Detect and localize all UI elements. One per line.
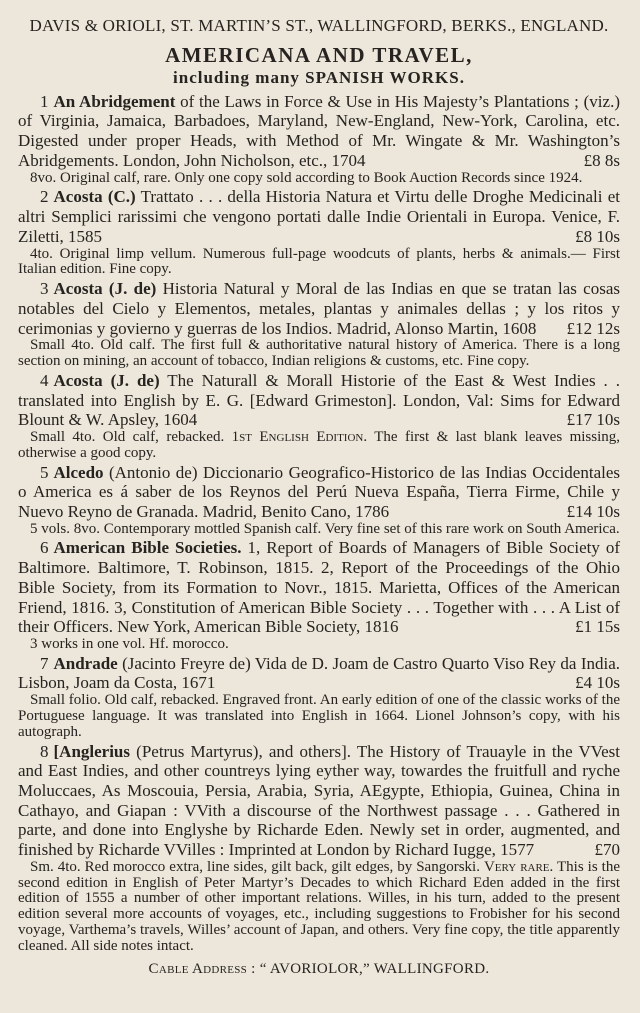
entry-note: Small 4to. Old calf. The first full & authoritative natural history of America. There is a long section on mining, an account of tobacco, Indian religions & customs, etc. Fine copy. (18, 337, 620, 369)
entry-description: Historia Natural y Moral de las Indias en que se tratan las cosas notables del Cielo y Elementos, metales, plantas y animales dellas ; y los ritos y cerimonias y govierno y guerras de los Indios. Madrid, Alonso Martin, 1608 (18, 279, 621, 338)
entry-note: 4to. Original limp vellum. Numerous full-page woodcuts of plants, herbs & animals.— First Italian edition. Fine copy. (18, 245, 620, 278)
entry-heading (18, 742, 620, 860)
entry-note: Small folio. Old calf, rebacked. Engraved front. An early edition of one of the classic works of the Portuguese language. It was translated into English in 1664. Lionel Johnson’s copy, with his autograph. (18, 692, 620, 740)
entry-price: £4 10s (575, 673, 620, 693)
entry-description: Trattato . . . della Historia Natura et Virtu delle Droghe Medicinali et altri Semplici rarissimi che vengono portati dalle Indie Orientali in Europa. Venice, F. Ziletti, 1585 (18, 187, 620, 246)
entry-price: £12 12s (566, 318, 620, 338)
entry-heading (18, 538, 620, 637)
entry-number: 1 (40, 91, 49, 111)
note-text: This is the second edition in English of Peter Martyr’s Decades to which Richard Eden added in the first edition of 1555 a number of other important relations. Willes, in his turn, added to the present edition several more accounts of voyages, etc., including suggestions to Frobisher for his second voyage, Varthema’s travels, Willes’ account of Japan, and others. Very fine copy, the title apparently cleaned. All side notes intact. (18, 858, 621, 954)
cable-address-label: Cable Address : (148, 960, 256, 977)
entry-number: 5 (40, 462, 49, 482)
entry-heading (18, 371, 620, 430)
entry-number: 6 (40, 538, 49, 558)
entry-price: £1 15s (575, 617, 620, 637)
entry-note: 8vo. Original calf, rare. Only one copy sold according to Book Auction Records since 1924. (30, 169, 583, 186)
entry-description: 1, Report of Boards of Managers of Bible Society of Baltimore. Baltimore, T. Robinson, 1815. 2, Report of the Proceedings of the Ohio Bible Society, from its Formation to Novr., 1815. Marietta, Offices of the American Friend, 1816. 3, Constitution of American Bible Society . . . Together with . . . A List of their Officers. New York, American Bible Society, 1816 (18, 538, 620, 637)
entry-number: 8 (40, 741, 49, 761)
edition-label: 1st English Edition. (231, 428, 368, 445)
catalogue-entry-3 (18, 279, 620, 370)
entry-author: [Anglerius (53, 741, 130, 761)
entry-description: of the Laws in Force & Use in His Majesty’s Plantations ; (viz.) of Virginia, Jamaica, Barbadoes, Maryland, New-England, New-York, Carolina, etc. Digested under proper Heads, with Method of Mr. Wingate & Mr. Washington’s Abridgements. London, John Nicholson, etc., 1704 (18, 91, 620, 170)
running-head: DAVIS & ORIOLI, ST. MARTIN’S ST., WALLINGFORD, BERKS., ENGLAND. (29, 16, 609, 35)
entry-author: Alcedo (53, 462, 104, 482)
entry-author: American Bible Societies. (53, 538, 242, 558)
catalogue-entry-8 (18, 742, 620, 955)
entry-price: £17 10s (566, 410, 620, 430)
entry-heading (18, 187, 620, 246)
entry-number: 7 (40, 653, 49, 673)
entry-author: An Abridgement (53, 91, 176, 111)
catalogue-entry-5 (18, 463, 620, 538)
entry-heading (18, 463, 620, 522)
entry-note: 5 vols. 8vo. Contemporary mottled Spanish calf. Very fine set of this rare work on South America. (30, 520, 620, 537)
catalogue-entry-2 (18, 187, 620, 278)
catalogue-entry-6 (18, 538, 620, 652)
entry-heading (18, 279, 620, 338)
entry-number: 3 (40, 279, 49, 299)
catalogue-entry-7 (18, 654, 620, 741)
section-subtitle: including many SPANISH WORKS. (173, 68, 465, 88)
section-title: AMERICANA AND TRAVEL, (165, 43, 473, 67)
cable-address-value: “ AVORIOLOR,” WALLINGFORD. (259, 960, 490, 977)
entry-price: £14 10s (566, 501, 620, 521)
catalogue-entry-4 (18, 371, 620, 462)
entry-heading (18, 654, 620, 693)
entry-price: £8 10s (575, 226, 620, 246)
catalogue-entry-1 (18, 92, 620, 187)
entry-author: Acosta (J. de) (53, 279, 157, 299)
note-text: Small 4to. Old calf, rebacked. (30, 428, 225, 445)
entry-note (18, 430, 620, 462)
entry-description: (Antonio de) Diccionario Geografico-Historico de las Indias Occidentales o America es á saber de los Reynos del Perú Nueva España, Tierra Firme, Chile y Nuevo Reyno de Granada. Madrid, Benito Cano, 1786 (18, 462, 620, 521)
entry-note (18, 860, 620, 955)
rarity-label: Very rare. (483, 858, 554, 875)
note-text: Sm. 4to. Red morocco extra, line sides, gilt back, gilt edges, by Sangorski. (30, 858, 480, 875)
entry-author: Andrade (53, 653, 118, 673)
entry-description: The Naturall & Morall Historie of the East & West Indies . . translated into English by E. G. [Edward Grimeston]. London, Val: Sims for Edward Blount & W. Apsley, 1604 (18, 370, 620, 430)
entry-note: 3 works in one vol. Hf. morocco. (30, 635, 229, 652)
entry-price: £8 8s (583, 150, 620, 170)
entry-price: £70 (594, 840, 620, 860)
entry-description: (Petrus Martyrus), and others]. The History of Trauayle in the VVest and East Indies, and other countreys lying eyther way, towardes the fruitfull and ryche Moluccaes, As Moscouia, Persia, Arabia, Syria, AEgypte, Ethiopia, Guinea, China in Cathayo, and Giapan : VVith a discourse of the Northwest passage . . . Gathered in parte, and done into Englyshe by Richarde Eden. Newly set in order, augmented, and finished by Richarde VVilles : Imprinted at London by Richard Iugge, 1577 (18, 741, 621, 860)
entry-author: Acosta (C.) (53, 187, 136, 207)
note-text: The first & last blank leaves missing, otherwise a good copy. (18, 428, 621, 461)
entry-number: 4 (40, 370, 49, 390)
cable-address (18, 961, 620, 978)
entry-description: (Jacinto Freyre de) Vida de D. Joam de Castro Quarto Viso Rey da India. Lisbon, Joam da Costa, 1671 (18, 653, 620, 693)
entry-heading (18, 92, 620, 171)
entry-author: Acosta (J. de) (53, 370, 160, 390)
entry-number: 2 (40, 187, 49, 207)
